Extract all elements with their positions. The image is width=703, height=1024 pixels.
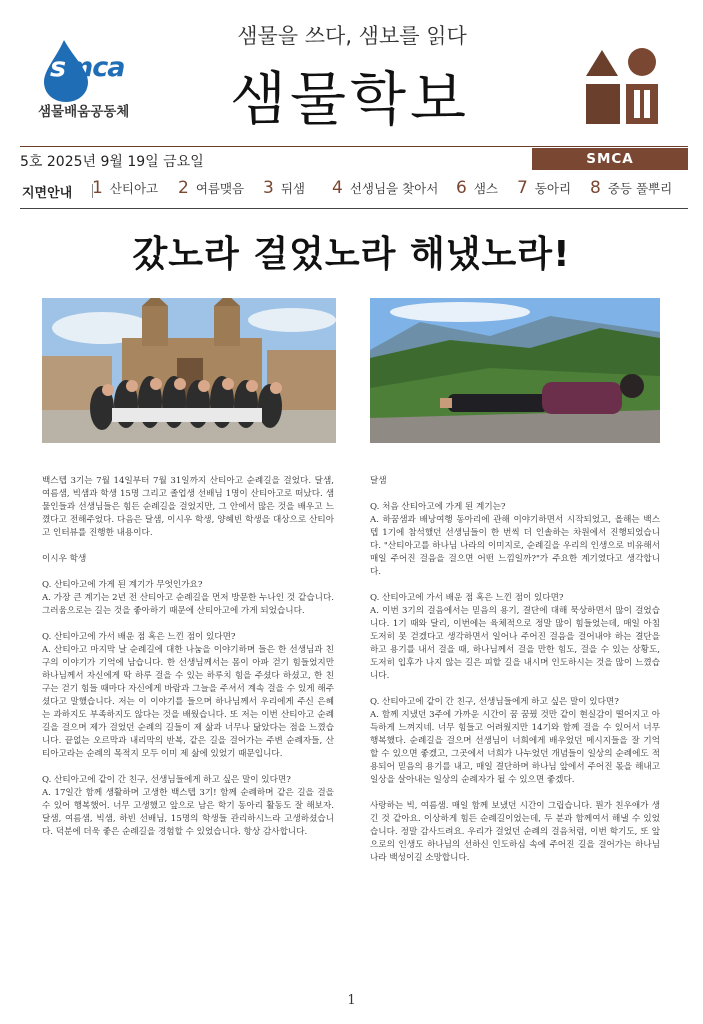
tagline: 샘물을 쓰다, 샘보를 읽다 (237, 24, 467, 48)
interview-answer: A. 17일간 함께 생활하며 고생한 백스텝 3기! 함께 순례하며 같은 길을 걸을 수 있어 행복했어. 너무 고생했고 앞으로 남은 학기 동아리 활동도 잘 해보자. 달샘, 여름샘, 빅샘, 하빈 선배님, 15명의 학생들 관리하시느라 고생하셨습니다. 덕분에 더욱 좋은 순례길을 경험할 수 있었습니다. 항상 감사합니다. (42, 788, 334, 837)
article-right-column (370, 475, 660, 878)
interview-answer: 사랑하는 빅, 여름샘. 매일 함께 보냈던 시간이 그립습니다. 뭔가 친우애가 생긴 것 같아요. 이상하게 힘든 순례길이었는데, 두 분과 함께여서 해낼 수 있었습니다. 정말 감사드려요. 우리가 걸었던 순례의 걸음처럼, 이번 학기도, 또 앞으로의 인생도 하나님의 선하신 인도하심 속에 주어진 길을 걸어가는 하나님 나라 백성이길 소망합니다. (370, 801, 660, 863)
interview-question: Q. 처음 산티아고에 가게 된 계기는? (370, 502, 506, 512)
interview-question: Q. 산티아고에 같이 간 친구, 선생님들에게 하고 싶은 말이 있다면? (370, 697, 619, 707)
page-number: 1 (347, 993, 356, 1008)
interview-answer: A. 함께 지냈던 3주에 가까운 시간이 꿈 꿈꿨 것만 같이 현실감이 떨어지고 아득하게 느껴지네. 너무 힘들고 어려웠지만 14기와 함께 걸을 수 있어서 너무 행복했다. 순례길을 걸으며 선생님이 너희에게 배우었던 메시지들을 잘 기억할 수 있으면 좋겠고, 그곳에서 너희가 나누었던 개념들이 일상의 순례에도 적용되어 믿음의 용기를 내고, 매일 결단하며 하나님 앞에서 주어진 몫을 해내고 일상을 살아내는 일상의 순례자가 될 수 있으면 좋겠다. (370, 710, 660, 785)
toc-item[interactable]: 6 샘스 (456, 178, 498, 198)
interview-answer: A. 이번 3기의 걸음에서는 믿음의 용기, 결단에 대해 묵상하면서 많이 걸었습니다. 1기 때와 달리, 이번에는 육체적으로 정말 많이 힘들었는데, 매일 아침 도저히 못 걷겠다고 생각하면서 일어나 주어진 걸음을 걸어내야 하는 결단을 하고 용기를 내서 걸을 때, 하나님께서 걸을 만한 힘도, 걸을 수 있는 상황도, 도저히 입후가 나지 않는 길은 피할 길을 내시며 인도하시는 것을 많이 느꼈습니다. (370, 606, 660, 681)
toc-item[interactable]: 8 중등 풀뿌리 (590, 178, 673, 198)
interview-question: Q. 산티아고에 가서 배운 점 혹은 느낀 점이 있다면? (42, 632, 236, 642)
interviewee-name: 이시우 학생 (42, 554, 87, 564)
logo-wordmark: smca (50, 52, 125, 83)
interview-answer: A. 가장 큰 계기는 2년 전 산티아고 순례길을 먼저 방문한 누나인 것 같습니다. 그러움으로는 길는 것을 좋아하기 때문에 산티아고에 가게 되었습니다. (42, 593, 334, 616)
smca-logo (36, 36, 166, 126)
mountain-rest-photo (370, 298, 660, 443)
newspaper-title: 샘물학보 (229, 65, 471, 133)
toc-item[interactable]: 4 선생님을 찾아서 (332, 178, 439, 198)
issue-rule (20, 146, 688, 147)
article-left-column (42, 475, 334, 852)
toc-item[interactable]: 7 동아리 (517, 178, 572, 198)
interview-answer: A. 산티아고 마지막 날 순례길에 대한 나눔을 이야기하며 들은 한 선생님과 친구의 이야기가 기억에 남습니다. 한 선생님께서는 몸이 아파 걷기 힘들었지만 하나님께서 자신에게 딱 하루 걸을 수 있는 하루치 힘을 주셨다 하셨고, 한 친구는 걷기 힘들 때마다 자신에게 바람과 그늘을 주셔서 계속 걸을 수 있게 해주셨다고 말했습니다. 저는 이 이야기를 들으며 하나님께서 우리에게 주신 은혜는 과하지도 부족하지도 않다는 것을 배웠습니다. 또 저는 이번 산티아고 순례길을 걸으며 제가 걸었던 순례의 길들이 제 삶과 너무나 닮았다는 점을 느꼈습니다. 끝없는 오르막과 내리막의 반복, 같은 길을 걸어가는 주변 순례자들, 산티아고라는 순례의 목적지 모두 이미 제 삶에 있었기 때문입니다. (42, 645, 334, 759)
toc-item[interactable]: 1 산티아고 (92, 178, 159, 198)
logo-caption: 샘물배움공동체 (38, 104, 130, 120)
toc-label: 지면안내 (22, 186, 73, 201)
table-of-contents (20, 178, 688, 208)
toc-item[interactable]: 2 여름맺음 (178, 178, 245, 198)
interview-answer: A. 하꿈샘과 배낭여행 동아리에 관해 이야기하면서 시작되었고, 올해는 백스텝 1기에 참석했던 선생님들이 한 번씩 더 인솔하는 차원에서 진행되었습니다. "산티아고를 하나님 나라의 이미지로, 순례길을 우리의 인생으로 비유해서 매일 주어진 걸음을 걸으면 어떤 느낌일까?"가 주요한 계기였다고 생각합니다. (370, 515, 660, 577)
shapes-emblem-icon (584, 44, 660, 126)
cathedral-group-photo (42, 298, 336, 443)
issue-info: 5호 2025년 9월 19일 금요일 (20, 154, 204, 170)
interview-question: Q. 산티아고에 가게 된 계기가 무엇인가요? (42, 580, 203, 590)
interviewee-name: 달샘 (370, 476, 387, 486)
toc-rule (20, 208, 688, 209)
toc-item[interactable]: 3 뒤샘 (263, 178, 305, 198)
headline: 갔노라 걸었노라 해냈노라! (132, 234, 571, 275)
interview-question: Q. 산티아고에 같이 간 친구, 선생님들에게 하고 싶은 말이 있다면? (42, 775, 291, 785)
issue-badge: SMCA (532, 148, 688, 170)
interview-question: Q. 산티아고에 가서 배운 점 혹은 느낀 점이 있다면? (370, 593, 564, 603)
article-intro: 백스텝 3기는 7월 14일부터 7월 31일까지 산티아고 순례길을 걸었다. 달샘, 여름샘, 빅샘과 학생 15명 그리고 졸업생 선배님 1명이 산티아고로 떠났다. 샘물인들과 선생님들은 힘든 순례길을 걸었지만, 그 안에서 많은 것을 배우고 느꼈다고 전해주었다. 다음은 달샘, 이시우 학생, 양혜빈 학생을 대상으로 산티아고 인터뷰를 진행한 내용이다. (42, 476, 334, 538)
